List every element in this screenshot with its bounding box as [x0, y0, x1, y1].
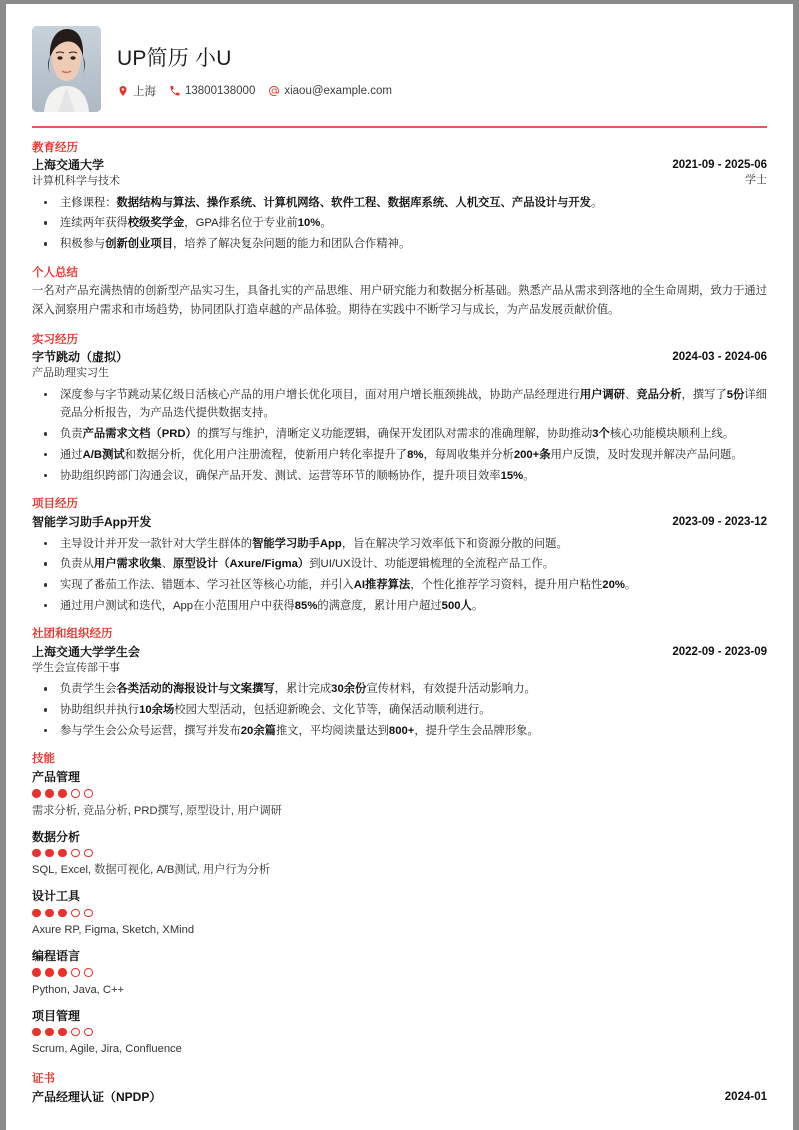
- phone-icon: [169, 85, 181, 97]
- skill-dot-filled: [45, 1028, 54, 1037]
- skill-dot-empty: [71, 789, 80, 798]
- section-title-internship: 实习经历: [32, 333, 78, 346]
- contact-location-text: 上海: [133, 86, 156, 99]
- certificate-name: 产品经理认证（NPDP）: [32, 1089, 162, 1104]
- email-at-icon: [268, 85, 280, 97]
- skill-dot-empty: [84, 909, 93, 918]
- club-entry: [32, 644, 767, 677]
- bullet-item: 负责从用户需求收集、原型设计（Axure/Figma）到UI/UX设计、功能逻辑梳理的全流程产品工作。: [32, 555, 767, 573]
- club-date: 2022-09 - 2023-09: [672, 645, 767, 658]
- club-org: 上海交通大学学生会: [32, 644, 141, 659]
- section-skills: [32, 752, 767, 1058]
- section-project: [32, 497, 767, 615]
- skill-dot-empty: [71, 1028, 80, 1037]
- internship-role: 产品助理实习生: [32, 367, 109, 380]
- bullet-item: 通过用户测试和迭代，App在小范围用户中获得85%的满意度，累计用户超过500人。: [32, 597, 767, 615]
- resume-header: [32, 26, 767, 126]
- skill-name: 项目管理: [32, 1008, 81, 1023]
- skill-name: 设计工具: [32, 889, 81, 904]
- section-title-certificates: 证书: [32, 1073, 55, 1086]
- skill-dot-filled: [58, 968, 67, 977]
- internship-date: 2024-03 - 2024-06: [672, 351, 767, 364]
- skill-dot-filled: [32, 849, 41, 858]
- internship-entry: [32, 349, 767, 382]
- location-pin-icon: [117, 85, 129, 97]
- skill-block: [32, 948, 767, 999]
- section-title-club: 社团和组织经历: [32, 628, 113, 641]
- contact-list: [117, 83, 398, 99]
- skill-dot-empty: [71, 849, 80, 858]
- education-major: 计算机科学与技术: [32, 175, 120, 188]
- skill-level-dots: [32, 909, 767, 918]
- education-date: 2021-09 - 2025-06: [672, 159, 767, 172]
- skill-dot-filled: [45, 849, 54, 858]
- club-bullets: [32, 680, 767, 740]
- project-name: 智能学习助手App开发: [32, 514, 152, 529]
- skill-block: [32, 829, 767, 880]
- skill-level-dots: [32, 968, 767, 977]
- skills-list: [32, 769, 767, 1058]
- certificate-entry: [32, 1089, 767, 1106]
- skill-dot-filled: [58, 909, 67, 918]
- identity-block: [117, 26, 398, 99]
- skill-dot-empty: [84, 789, 93, 798]
- skill-dot-empty: [71, 968, 80, 977]
- club-role: 学生会宣传部干事: [32, 661, 120, 674]
- bullet-item: 通过A/B测试和数据分析，优化用户注册流程，使新用户转化率提升了8%，每周收集并分析200+条用户反馈，及时发现并解决产品问题。: [32, 446, 767, 464]
- bullet-item: 参与学生会公众号运营，撰写并发布20余篇推文，平均阅读量达到800+，提升学生会品牌形象。: [32, 722, 767, 740]
- section-summary: [32, 266, 767, 321]
- bullet-item: 协助组织跨部门沟通会议，确保产品开发、测试、运营等环节的顺畅协作，提升项目效率15%。: [32, 467, 767, 485]
- section-club: [32, 627, 767, 740]
- education-org: 上海交通大学: [32, 158, 105, 173]
- education-entry: [32, 157, 767, 190]
- bullet-item: 积极参与创新创业项目，培养了解决复杂问题的能力和团队合作精神。: [32, 235, 767, 253]
- skill-dot-filled: [58, 849, 67, 858]
- skill-dot-filled: [58, 789, 67, 798]
- section-title-skills: 技能: [32, 753, 55, 766]
- skill-name: 编程语言: [32, 948, 81, 963]
- skill-dot-filled: [32, 968, 41, 977]
- bullet-item: 主修课程：数据结构与算法、操作系统、计算机网络、软件工程、数据库系统、人机交互、产品设计与开发。: [32, 194, 767, 212]
- skill-block: [32, 769, 767, 820]
- section-title-project: 项目经历: [32, 498, 78, 511]
- internship-bullets: [32, 386, 767, 485]
- skill-detail: 需求分析, 竞品分析, PRD撰写, 原型设计, 用户调研: [32, 804, 282, 817]
- internship-org: 字节跳动（虚拟）: [32, 350, 129, 365]
- education-bullets: [32, 194, 767, 254]
- skill-block: [32, 1008, 767, 1059]
- section-education: [32, 141, 767, 254]
- bullet-item: 连续两年获得校级奖学金，GPA排名位于专业前10%。: [32, 214, 767, 232]
- skill-block: [32, 888, 767, 939]
- skill-dot-empty: [84, 849, 93, 858]
- bullet-item: 负责产品需求文档（PRD）的撰写与维护，清晰定义功能逻辑，确保开发团队对需求的准确理解，协助推动3个核心功能模块顺利上线。: [32, 425, 767, 443]
- profile-photo: [32, 26, 101, 112]
- section-certificates: [32, 1072, 767, 1106]
- education-degree: 学士: [745, 174, 767, 187]
- skill-dot-empty: [84, 968, 93, 977]
- skill-dot-filled: [45, 909, 54, 918]
- skill-dot-filled: [45, 968, 54, 977]
- resume-page: [6, 4, 793, 1130]
- header-divider: [32, 126, 767, 128]
- skill-level-dots: [32, 789, 767, 798]
- contact-email-text: xiaou@example.com: [284, 85, 392, 98]
- certificate-date: 2024-01: [724, 1090, 767, 1103]
- contact-phone-text: 13800138000: [185, 85, 256, 98]
- skill-name: 数据分析: [32, 829, 81, 844]
- skill-level-dots: [32, 849, 767, 858]
- skill-detail: Python, Java, C++: [32, 983, 125, 996]
- skill-detail: Axure RP, Figma, Sketch, XMind: [32, 924, 195, 937]
- contact-email: [268, 85, 392, 97]
- section-title-education: 教育经历: [32, 141, 78, 154]
- section-internship: [32, 333, 767, 485]
- section-title-summary: 个人总结: [32, 266, 78, 279]
- skill-dot-filled: [32, 789, 41, 798]
- skill-dot-empty: [84, 1028, 93, 1037]
- contact-phone: [169, 85, 255, 97]
- project-bullets: [32, 535, 767, 616]
- skill-name: 产品管理: [32, 769, 81, 784]
- skill-dot-empty: [71, 909, 80, 918]
- skill-dot-filled: [45, 789, 54, 798]
- bullet-item: 实现了番茄工作法、错题本、学习社区等核心功能，并引入AI推荐算法，个性化推荐学习资料，提升用户粘性20%。: [32, 576, 767, 594]
- bullet-item: 负责学生会各类活动的海报设计与文案撰写，累计完成30余份宣传材料，有效提升活动影响力。: [32, 680, 767, 698]
- project-entry: [32, 514, 767, 531]
- contact-location: [117, 83, 156, 99]
- skill-level-dots: [32, 1028, 767, 1037]
- skill-dot-filled: [32, 909, 41, 918]
- skill-dot-filled: [58, 1028, 67, 1037]
- bullet-item: 深度参与字节跳动某亿级日活核心产品的用户增长优化项目，面对用户增长瓶颈挑战，协助产品经理进行用户调研、竞品分析，撰写了5份详细竞品分析报告，为产品迭代提供数据支持。: [32, 386, 767, 423]
- skill-detail: SQL, Excel, 数据可视化, A/B测试, 用户行为分析: [32, 864, 271, 877]
- skill-detail: Scrum, Agile, Jira, Confluence: [32, 1043, 182, 1056]
- project-date: 2023-09 - 2023-12: [672, 515, 767, 528]
- person-name: UP简历 小U: [117, 47, 232, 70]
- summary-text: 一名对产品充满热情的创新型产品实习生，具备扎实的产品思维、用户研究能力和数据分析基础。熟悉产品从需求到落地的全生命周期，致力于通过深入洞察用户需求和市场趋势，协同团队打造卓越的产品体验。期待在实践中不断学习与成长，为产品发展贡献价值。: [32, 285, 767, 317]
- bullet-item: 协助组织并执行10余场校园大型活动，包括迎新晚会、文化节等，确保活动顺利进行。: [32, 701, 767, 719]
- skill-dot-filled: [32, 1028, 41, 1037]
- bullet-item: 主导设计并开发一款针对大学生群体的智能学习助手App，旨在解决学习效率低下和资源分散的问题。: [32, 535, 767, 553]
